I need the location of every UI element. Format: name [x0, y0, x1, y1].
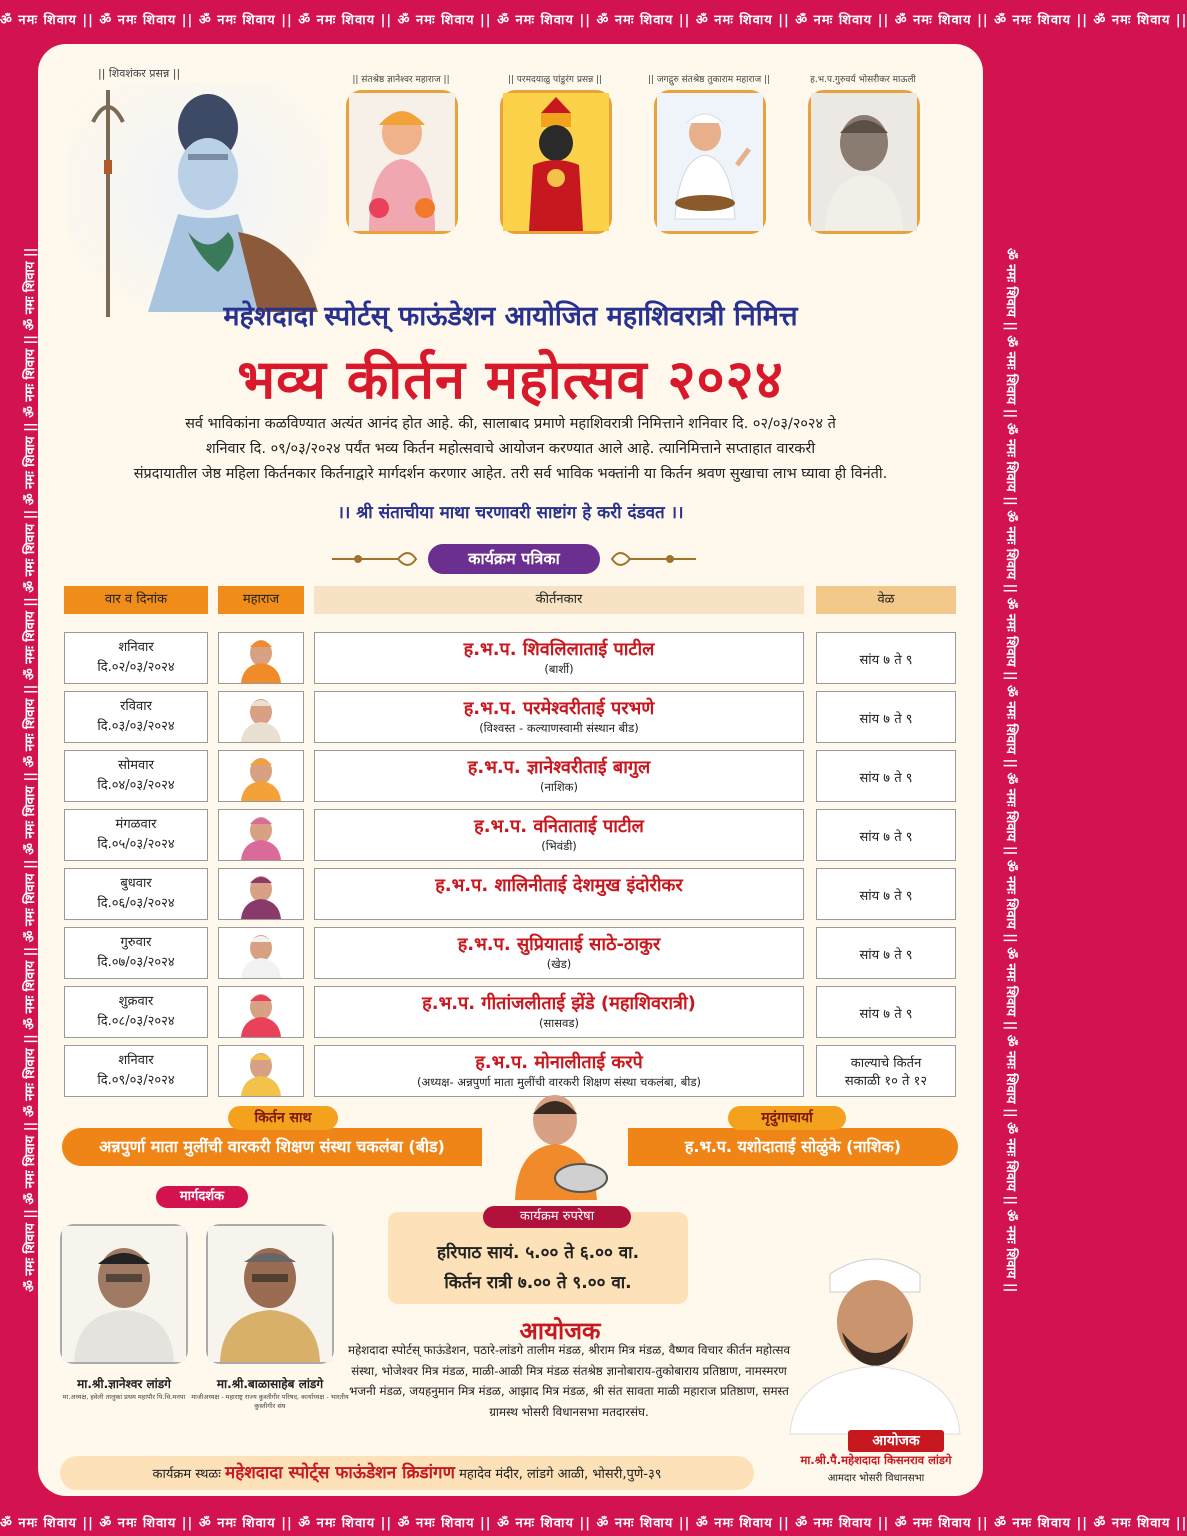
kirtankar-name: ह.भ.प. सुप्रियाताई साठे-ठाकुर	[457, 934, 661, 955]
row-date-cell	[64, 691, 208, 743]
row-time: सांय ७ ते ९	[859, 889, 913, 904]
row-day: रविवार	[120, 699, 152, 714]
row-time: सांय ७ ते ९	[859, 948, 913, 963]
header-name: कीर्तनकार	[314, 586, 804, 614]
kirtankar-place: (बार्शी)	[544, 662, 574, 676]
saint-caption-1: || संतश्रेष्ठ ज्ञानेश्वर महाराज ||	[352, 75, 450, 85]
row-time-cell	[816, 691, 956, 743]
row-date: दि.०३/०३/२०२४	[97, 719, 175, 734]
venue-prefix: कार्यक्रम स्थळः	[152, 1467, 221, 1482]
saint-caption-2: || परमदयाळु पांडुरंग प्रसन्न ||	[507, 75, 603, 85]
main-title: भव्य कीर्तन महोत्सव २०२४	[237, 348, 784, 411]
abhang-line: ।। श्री संताचीया माथा चरणावरी साष्टांग हे करी दंडवत ।।	[337, 503, 684, 523]
row-date: दि.०७/०३/२०२४	[97, 955, 175, 970]
row-date-cell	[64, 632, 208, 684]
saint-caption-3: || जगद्गुरु संतश्रेष्ठ तुकाराम महाराज ||	[647, 75, 771, 85]
kirtankar-photo	[219, 869, 303, 919]
row-date: दि.०२/०३/२०२४	[97, 660, 175, 675]
schedule-line-1: हरिपाठ सायं. ५.०० ते ६.०० वा.	[436, 1243, 640, 1263]
row-time-cell	[816, 986, 956, 1038]
row-name-cell	[314, 927, 804, 979]
row-name-cell	[314, 809, 804, 861]
row-day: शनिवार	[118, 1053, 154, 1068]
intro-line-3: संप्रदायातील जेष्ठ महिला किर्तनकार किर्तनाद्वारे मार्गदर्शन करणार आहेत. तरी सर्व भाविक भक्तांनी या किर्तन श्रवण सुखाचा लाभ घ्यावा ही विनंती.	[133, 466, 888, 482]
row-day: गुरुवार	[120, 935, 152, 950]
row-date-cell	[64, 809, 208, 861]
intro-paragraph	[58, 412, 963, 487]
kirtankar-name: ह.भ.प. वनिताताई पाटील	[474, 816, 644, 837]
header-photo: महाराज	[218, 586, 304, 614]
kirtankar-place: (विश्वस्त - कल्याणस्वामी संस्थान बीड)	[479, 721, 639, 735]
organizer-line: महेशदादा स्पोर्टस् फाऊंडेशन आयोजित महाशिवरात्री निमित्त	[223, 301, 798, 332]
mla-name: मा.श्री.पै.महेशदादा किसनराव लांडगे	[800, 1453, 952, 1467]
header-date: वार व दिनांक	[64, 586, 208, 614]
aayojak-heading: आयोजक	[519, 1317, 601, 1345]
border-left-text: ॐ नमः शिवाय || ॐ नमः शिवाय || ॐ नमः शिवाय || ॐ नमः शिवाय || ॐ नमः शिवाय || ॐ नमः शिवाय || ॐ नमः शिवाय || ॐ नमः शिवाय || ॐ नमः शिवाय || ॐ नमः शिवाय || ॐ नमः शिवाय || ॐ नमः शिवाय ||	[23, 247, 38, 1293]
row-time: काल्याचे किर्तन	[850, 1056, 922, 1071]
row-name-cell	[314, 750, 804, 802]
margadarshak-name-1: मा.श्री.ज्ञानेश्वर लांडगे	[77, 1377, 171, 1391]
row-date: दि.०५/०३/२०२४	[97, 837, 175, 852]
saint-dnyaneshwar-image	[346, 90, 458, 234]
ornament-right-icon	[610, 547, 700, 571]
saint-caption-4: ह.भ.प.गुरुवर्य भोसरीकर माऊली	[810, 75, 916, 85]
row-day: बुधवार	[120, 876, 152, 891]
row-date: दि.०८/०३/२०२४	[97, 1014, 175, 1029]
kirtankar-place: (नाशिक)	[540, 780, 578, 794]
header-time: वेळ	[816, 586, 956, 614]
schedule-line-2: किर्तन रात्री ७.०० ते ९.०० वा.	[444, 1273, 632, 1293]
margadarshak-sub-2: माजीअध्यक्ष - महाराष्ट्र राज्य कुस्तीगीर परिषद, कार्याध्यक्ष - भारतीय कुस्तीगीर संघ	[191, 1393, 349, 1410]
row-name-cell	[314, 868, 804, 920]
row-time-cell	[816, 868, 956, 920]
portrait-balasaheb-landge	[206, 1224, 334, 1364]
aayojak-list: महेशदादा स्पोर्टस् फाऊंडेशन, पठारे-लांडगे तालीम मंडळ, श्रीराम मित्र मंडळ, वैष्णव विचार कीर्तन महोत्सव संस्था, भोजेश्वर मित्र मंडळ, माळी-आळी मित्र मंडळ संतश्रेष्ठ ज्ञानोबाराय-तुकोबाराय प्रतिष्ठाण, नामस्मरण भजनी मंडळ, जयहनुमान मित्र मंडळ, आझाद मित्र मंडळ, श्री संत सावता माळी महाराज प्रतिष्ठाण, समस्त ग्रामस्थ भोसरी विधानसभा मतदारसंघ.	[347, 1343, 791, 1419]
row-name-cell	[314, 632, 804, 684]
mrudunga-label: मृदुंगाचार्या	[728, 1106, 846, 1130]
mla-photo	[780, 1214, 970, 1434]
row-day: मंगळवार	[115, 817, 157, 832]
row-name-cell	[314, 691, 804, 743]
kirtankar-name: ह.भ.प. गीतांजलीताई झेंडे (महाशिवरात्री)	[422, 993, 696, 1014]
mrudunga-band: ह.भ.प. यशोदाताई सोळुंके (नाशिक)	[628, 1128, 958, 1166]
kirtankar-name: ह.भ.प. शिवलिलाताई पाटील	[463, 639, 655, 660]
kirtankar-place: (भिवंडी)	[541, 839, 577, 853]
border-right-text: ॐ नमः शिवाय || ॐ नमः शिवाय || ॐ नमः शिवाय || ॐ नमः शिवाय || ॐ नमः शिवाय || ॐ नमः शिवाय || ॐ नमः शिवाय || ॐ नमः शिवाय || ॐ नमः शिवाय || ॐ नमः शिवाय || ॐ नमः शिवाय || ॐ नमः शिवाय ||	[1003, 247, 1018, 1293]
portrait-dnyaneshwar-landge	[60, 1224, 188, 1364]
row-time-cell	[816, 750, 956, 802]
margadarshak-name-2: मा.श्री.बाळासाहेब लांडगे	[216, 1377, 324, 1391]
row-date-cell	[64, 927, 208, 979]
row-time: सांय ७ ते ९	[859, 712, 913, 727]
kirtankar-photo	[219, 751, 303, 801]
shiva-image	[68, 82, 328, 322]
row-date: दि.०४/०३/२०२४	[97, 778, 175, 793]
kirtankar-name: ह.भ.प. मोनालीताई करपे	[475, 1052, 643, 1073]
mrudunga-player-image	[493, 1090, 619, 1200]
mla-subtitle: आमदार भोसरी विधानसभा	[827, 1473, 925, 1484]
poster-panel	[38, 44, 983, 1496]
row-photo	[218, 809, 304, 861]
kirtankar-name: ह.भ.प. शालिनीताई देशमुख इंदोरीकर	[435, 875, 683, 896]
venue-name: महेशदादा स्पोर्ट्स फाऊंडेशन क्रिडांगण	[225, 1463, 455, 1483]
border-bottom-text: ॐ नमः शिवाय || ॐ नमः शिवाय || ॐ नमः शिवाय || ॐ नमः शिवाय || ॐ नमः शिवाय || ॐ नमः शिवाय || ॐ नमः शिवाय || ॐ नमः शिवाय || ॐ नमः शिवाय || ॐ नमः शिवाय || ॐ नमः शिवाय || ॐ नमः शिवाय ||	[0, 1516, 1187, 1531]
saint-bhosarikar-image	[808, 90, 920, 234]
program-label: कार्यक्रम पत्रिका	[428, 544, 600, 574]
row-photo	[218, 691, 304, 743]
kirtankar-photo	[219, 928, 303, 978]
row-day: सोमवार	[118, 758, 154, 773]
row-time: सांय ७ ते ९	[859, 771, 913, 786]
kirtan-saath-band: अन्नपुर्णा माता मुलींची वारकरी शिक्षण संस्था चकलंबा (बीड)	[62, 1128, 482, 1166]
row-photo	[218, 986, 304, 1038]
row-date: दि.०६/०३/२०२४	[97, 896, 175, 911]
kirtankar-place: (अध्यक्ष- अन्नपुर्णा माता मुलींची वारकरी शिक्षण संस्था चकलंबा, बीड)	[416, 1075, 701, 1089]
margadarshak-sub-1: मा.अध्यक्ष, हवेली तालुका प्रथम महापौर पि.चि.मनपा	[62, 1393, 186, 1401]
row-time-cell	[816, 927, 956, 979]
row-date-cell	[64, 1045, 208, 1097]
row-photo	[218, 927, 304, 979]
row-photo	[218, 868, 304, 920]
row-day: शुक्रवार	[118, 994, 154, 1009]
row-date-cell	[64, 986, 208, 1038]
row-time-2: सकाळी १० ते १२	[844, 1074, 928, 1089]
ornament-left-icon	[328, 547, 418, 571]
schedule-label: कार्यक्रम रुपरेषा	[483, 1206, 631, 1228]
kirtankar-photo	[219, 987, 303, 1037]
row-date: दि.०९/०३/२०२४	[97, 1073, 175, 1088]
kirtankar-photo	[219, 810, 303, 860]
intro-line-2: शनिवार दि. ०९/०३/२०२४ पर्यंत भव्य किर्तन महोत्सवाचे आयोजन करण्यात आले आहे. त्यानिमित्ताने सप्ताहात वारकरी	[205, 441, 816, 457]
kirtankar-name: ह.भ.प. परमेश्वरीताई परभणे	[463, 698, 655, 719]
row-photo	[218, 632, 304, 684]
row-time: सांय ७ ते ९	[859, 1007, 913, 1022]
kirtankar-place: (खेड)	[546, 957, 572, 971]
row-time: सांय ७ ते ९	[859, 653, 913, 668]
row-day: शनिवार	[118, 640, 154, 655]
kirtankar-photo	[219, 692, 303, 742]
kirtankar-place: (सासवड)	[538, 1016, 580, 1030]
border-top-text: ॐ नमः शिवाय || ॐ नमः शिवाय || ॐ नमः शिवाय || ॐ नमः शिवाय || ॐ नमः शिवाय || ॐ नमः शिवाय || ॐ नमः शिवाय || ॐ नमः शिवाय || ॐ नमः शिवाय || ॐ नमः शिवाय || ॐ नमः शिवाय || ॐ नमः शिवाय ||	[0, 13, 1187, 28]
intro-line-1: सर्व भाविकांना कळविण्यात अत्यंत आनंद होत आहे. की, सालाबाद प्रमाणे महाशिवरात्री निमित्ताने शनिवार दि. ०२/०३/२०२४ ते	[185, 416, 836, 432]
row-time-cell	[816, 809, 956, 861]
saint-tukaram-image	[654, 90, 766, 234]
row-time-cell	[816, 1045, 956, 1097]
mla-tag: आयोजक	[848, 1430, 944, 1452]
venue-address: महादेव मंदीर, लांडगे आळी, भोसरी,पुणे-३९	[459, 1467, 662, 1482]
venue-bar	[60, 1456, 754, 1490]
kirtankar-photo	[219, 633, 303, 683]
shiva-caption: || शिवशंकर प्रसन्न ||	[98, 67, 181, 80]
row-photo	[218, 1045, 304, 1097]
row-date-cell	[64, 868, 208, 920]
row-time: सांय ७ ते ९	[859, 830, 913, 845]
kirtankar-photo	[219, 1046, 303, 1096]
row-date-cell	[64, 750, 208, 802]
row-time-cell	[816, 632, 956, 684]
saint-vitthal-image	[500, 90, 612, 234]
row-name-cell	[314, 986, 804, 1038]
kirtankar-name: ह.भ.प. ज्ञानेश्वरीताई बागुल	[467, 757, 651, 778]
margadarshak-label: मार्गदर्शक	[156, 1186, 248, 1208]
row-photo	[218, 750, 304, 802]
kirtan-saath-label: किर्तन साथ	[228, 1106, 338, 1130]
